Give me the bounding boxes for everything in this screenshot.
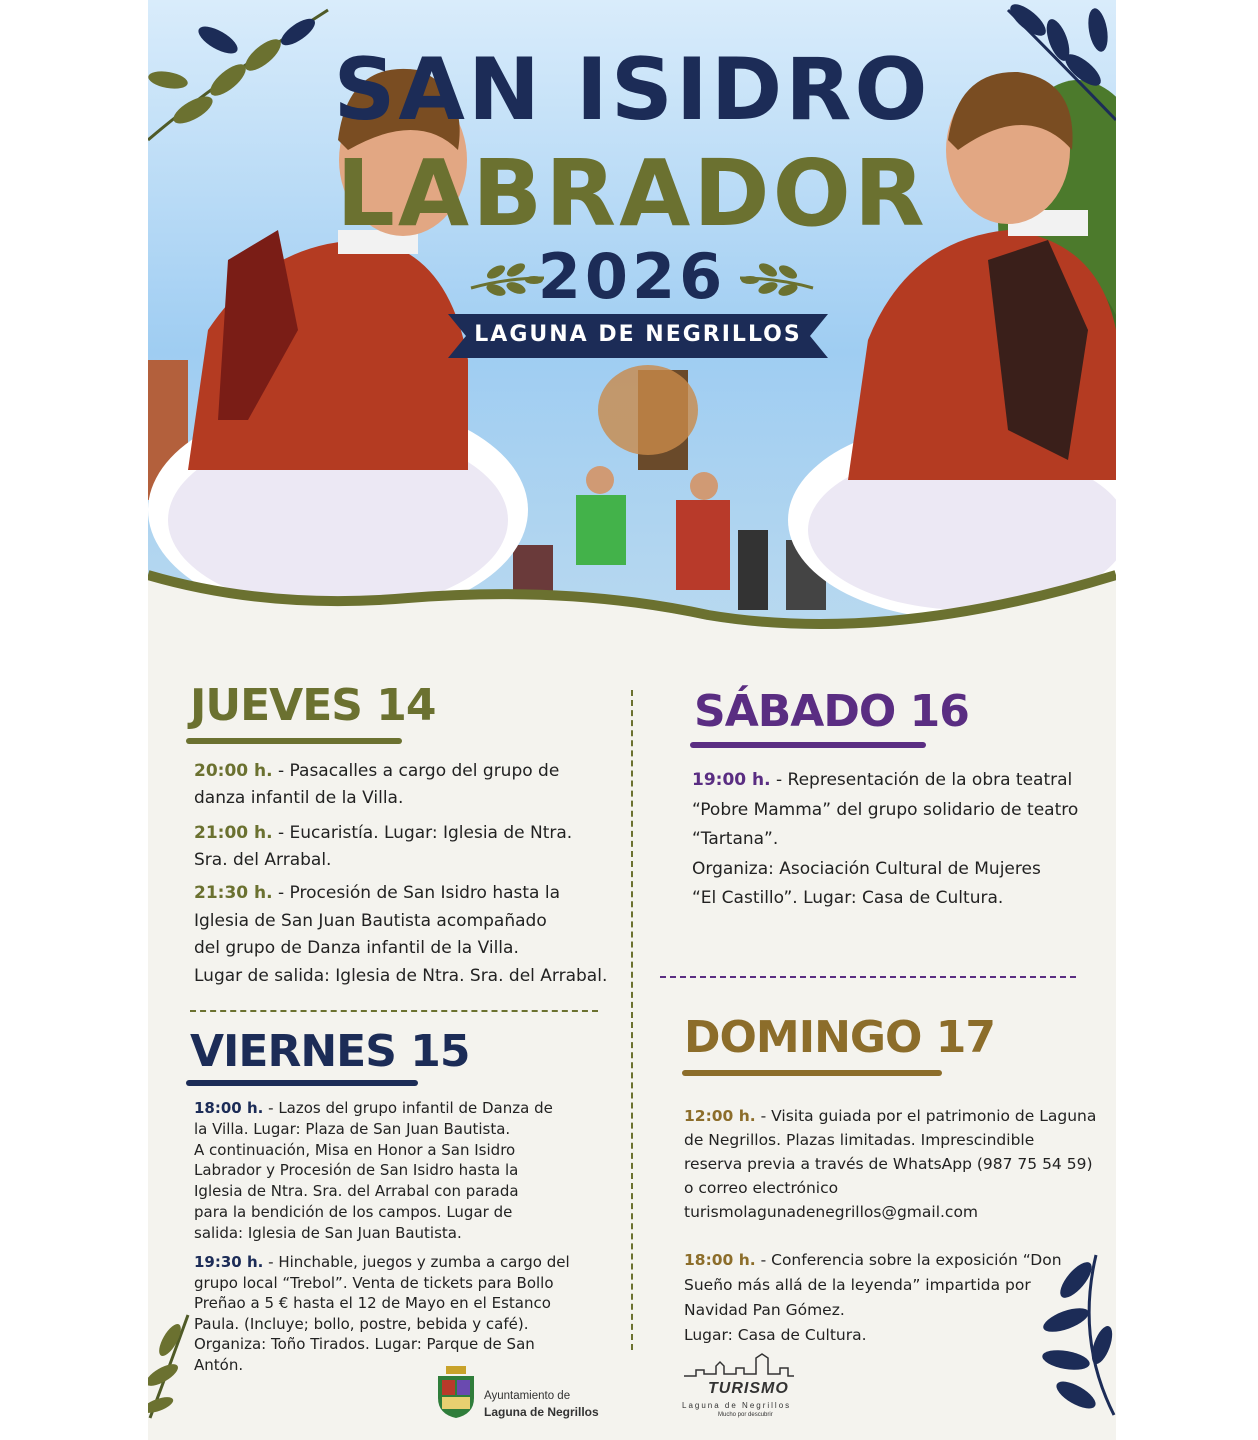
location-label: LAGUNA DE NEGRILLOS	[474, 322, 802, 347]
event-text: - Procesión de San Isidro hasta la	[278, 883, 560, 903]
brush-underline-jueves	[186, 738, 402, 744]
event-text: Lugar de salida: Iglesia de Ntra. Sra. del Arrabal.	[194, 965, 608, 986]
event-text: Sueño más allá de la leyenda” impartida por	[684, 1276, 1031, 1294]
ayuntamiento-line1: Ayuntamiento de	[484, 1390, 571, 1402]
turismo-logo: TURISMO	[708, 1380, 789, 1397]
event-text: para la bendición de los campos. Lugar de	[194, 1202, 513, 1221]
event-text: - Representación de la obra teatral	[776, 770, 1073, 790]
event-text: Iglesia de San Juan Bautista acompañado	[194, 910, 547, 931]
event-time: 12:00 h.	[684, 1107, 756, 1125]
brush-underline-domingo	[682, 1070, 942, 1076]
event-text: A continuación, Misa en Honor a San Isidro	[194, 1140, 516, 1159]
laurel-right-icon	[738, 258, 818, 298]
event-time: 19:00 h.	[692, 770, 771, 790]
event-text: danza infantil de la Villa.	[194, 788, 404, 808]
event-time: 18:00 h.	[684, 1251, 756, 1269]
event-text: Lugar: Casa de Cultura.	[684, 1326, 867, 1344]
left-section-divider	[190, 1010, 598, 1012]
leaf-branch-bottom-left-icon	[148, 1310, 198, 1420]
event-domingo-1	[684, 1104, 1104, 1224]
event-text: Preñao a 5 € hasta el 12 de Mayo en el Estanco	[194, 1294, 551, 1312]
event-text: Navidad Pan Gómez.	[684, 1301, 845, 1319]
right-section-divider	[660, 976, 1076, 978]
turismo-tag: Mucho por descubrir	[718, 1412, 773, 1418]
event-viernes-2	[194, 1252, 614, 1375]
turismo-sub: Laguna de Negrillos	[682, 1401, 792, 1410]
event-text: “Pobre Mamma” del grupo solidario de teatro	[692, 799, 1079, 820]
event-text: del grupo de Danza infantil de la Villa.	[194, 938, 519, 958]
event-text: reserva previa a través de WhatsApp (987 75 54 59)	[684, 1155, 1093, 1173]
coat-of-arms-icon	[436, 1366, 476, 1418]
event-text: de Negrillos. Plazas limitadas. Imprescindible	[684, 1131, 1035, 1149]
brush-underline-viernes	[186, 1080, 418, 1086]
event-jueves-2	[194, 820, 614, 874]
town-skyline-icon	[684, 1352, 794, 1380]
event-text: la Villa. Lugar: Plaza de San Juan Bautista.	[194, 1119, 511, 1138]
event-time: 18:00 h.	[194, 1099, 264, 1117]
day-title-viernes: VIERNES 15	[190, 1026, 470, 1077]
event-text: - Pasacalles a cargo del grupo de	[278, 761, 560, 781]
brush-underline-sabado	[690, 742, 926, 748]
event-text: Organiza: Asociación Cultural de Mujeres	[692, 858, 1041, 879]
column-divider	[631, 690, 633, 1350]
event-viernes-1	[194, 1098, 614, 1244]
event-text: Organiza: Toño Tirados. Lugar: Parque de San	[194, 1335, 535, 1353]
day-title-domingo: DOMINGO 17	[684, 1012, 995, 1063]
event-text: o correo electrónico	[684, 1179, 839, 1197]
ayuntamiento-line2: Laguna de Negrillos	[484, 1405, 599, 1419]
event-text: turismolagunadenegrillos@gmail.com	[684, 1203, 979, 1221]
event-time: 21:00 h.	[194, 823, 273, 843]
event-jueves-1	[194, 758, 614, 812]
event-time: 20:00 h.	[194, 761, 273, 781]
event-text: salida: Iglesia de San Juan Bautista.	[194, 1223, 462, 1242]
event-text: - Hinchable, juegos y zumba a cargo del	[268, 1253, 570, 1271]
event-sabado-1	[692, 766, 1102, 914]
event-text: - Eucaristía. Lugar: Iglesia de Ntra.	[278, 823, 573, 843]
event-time: 21:30 h.	[194, 883, 273, 903]
poster	[148, 0, 1116, 1440]
title-line1: SAN ISIDRO	[333, 40, 931, 140]
day-title-sabado: SÁBADO 16	[694, 686, 969, 737]
event-text: “El Castillo”. Lugar: Casa de Cultura.	[692, 888, 1004, 908]
event-jueves-3	[194, 880, 614, 990]
event-text: grupo local “Trebol”. Venta de tickets para Bollo	[194, 1273, 554, 1292]
event-text: “Tartana”.	[692, 829, 779, 849]
event-text: - Conferencia sobre la exposición “Don	[760, 1251, 1062, 1269]
event-time: 19:30 h.	[194, 1253, 264, 1271]
event-text: Sra. del Arrabal.	[194, 850, 332, 870]
event-text: - Visita guiada por el patrimonio de Laguna	[760, 1107, 1097, 1125]
event-text: Iglesia de Ntra. Sra. del Arrabal con parada	[194, 1182, 519, 1201]
hero-photo	[148, 0, 1116, 640]
day-title-jueves: JUEVES 14	[190, 680, 436, 731]
leaf-branch-bottom-right-icon	[1036, 1250, 1116, 1420]
title-line2: LABRADOR	[336, 140, 928, 247]
year: 2026	[537, 240, 727, 313]
event-text: Paula. (Incluye; bollo, postre, bebida y café).	[194, 1314, 529, 1333]
event-text: - Lazos del grupo infantil de Danza de	[268, 1099, 553, 1117]
event-text: Antón.	[194, 1355, 244, 1374]
event-text: Labrador y Procesión de San Isidro hasta la	[194, 1161, 519, 1180]
